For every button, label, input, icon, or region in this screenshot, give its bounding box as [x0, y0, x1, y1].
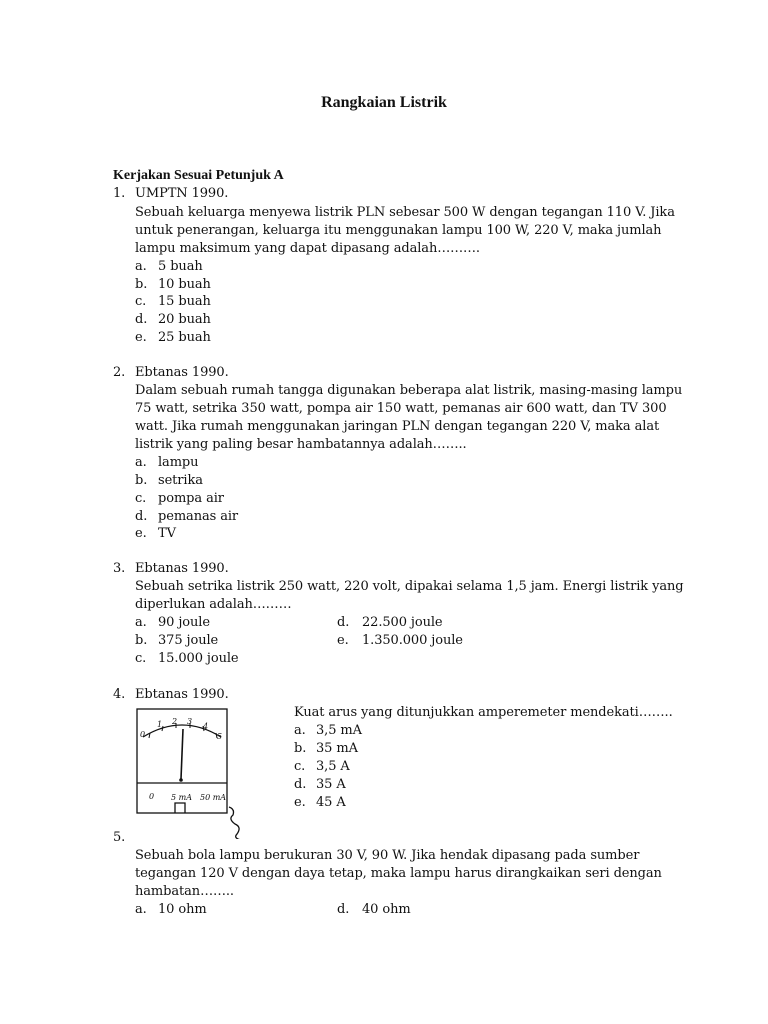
option-text: lampu: [158, 455, 199, 470]
option-text: 90 joule: [158, 615, 210, 630]
option-letter: d.: [337, 615, 350, 630]
question-3-line-2: diperlukan adalah………: [135, 597, 292, 612]
section-heading: Kerjakan Sesuai Petunjuk A: [113, 168, 284, 183]
option-text: 1.350.000 joule: [362, 633, 463, 648]
option-letter: a.: [135, 902, 147, 917]
question-2-line-1: Dalam sebuah rumah tangga digunakan beberapa alat listrik, masing-masing lampu: [135, 383, 683, 398]
option-text: 375 joule: [158, 633, 219, 648]
ammeter-diagram: [135, 707, 247, 839]
question-1-line-3: lampu maksimum yang dapat dipasang adalah……….: [135, 241, 480, 256]
option-letter: e.: [337, 633, 349, 648]
page-title: Rangkaian Listrik: [321, 94, 447, 111]
question-1-source: UMPTN 1990.: [135, 186, 229, 201]
option-text: 45 A: [316, 795, 346, 810]
option-letter: a.: [135, 615, 147, 630]
ammeter-coil: [229, 807, 241, 839]
option-letter: e.: [294, 795, 306, 810]
option-letter: a.: [294, 723, 306, 738]
question-3-number: 3.: [113, 561, 126, 576]
question-3-source: Ebtanas 1990.: [135, 561, 229, 576]
option-text: 5 buah: [158, 259, 203, 274]
question-1-line-1: Sebuah keluarga menyewa listrik PLN sebesar 500 W dengan tegangan 110 V. Jika: [135, 205, 675, 220]
option-text: 3,5 A: [316, 759, 350, 774]
option-letter: a.: [135, 455, 147, 470]
ammeter-needle: [181, 729, 183, 779]
question-1-number: 1.: [113, 186, 126, 201]
scale-label: 1: [157, 720, 163, 729]
option-letter: c.: [135, 651, 147, 666]
terminal-label: 5 mA: [171, 793, 192, 802]
option-letter: a.: [135, 259, 147, 274]
question-5-number: 5.: [113, 830, 126, 845]
option-letter: d.: [135, 509, 148, 524]
question-5-line-2: tegangan 120 V dengan daya tetap, maka lampu harus dirangkaikan seri dengan: [135, 866, 662, 881]
terminal-label: 0: [149, 792, 155, 801]
option-text: 35 A: [316, 777, 346, 792]
option-text: 10 ohm: [158, 902, 207, 917]
option-letter: b.: [135, 633, 148, 648]
option-letter: d.: [135, 312, 148, 327]
question-4-number: 4.: [113, 687, 126, 702]
option-letter: d.: [294, 777, 307, 792]
scale-label: 4: [203, 722, 209, 731]
scale-label: 5: [217, 732, 223, 741]
option-text: 22.500 joule: [362, 615, 443, 630]
scale-label: 3: [187, 717, 193, 726]
terminal-label: 50 mA: [200, 793, 227, 802]
option-text: pompa air: [158, 491, 224, 506]
option-text: 10 buah: [158, 277, 211, 292]
scale-label: 2: [172, 717, 178, 726]
option-letter: b.: [294, 741, 307, 756]
option-letter: b.: [135, 277, 148, 292]
option-text: setrika: [158, 473, 203, 488]
question-3-line-1: Sebuah setrika listrik 250 watt, 220 volt, dipakai selama 1,5 jam. Energi listrik yang: [135, 579, 684, 594]
option-letter: c.: [135, 491, 147, 506]
option-text: pemanas air: [158, 509, 239, 524]
option-text: 40 ohm: [362, 902, 411, 917]
option-letter: b.: [135, 473, 148, 488]
option-letter: c.: [294, 759, 306, 774]
option-text: 20 buah: [158, 312, 211, 327]
option-text: 3,5 mA: [316, 723, 362, 738]
option-text: 15.000 joule: [158, 651, 239, 666]
option-letter: e.: [135, 526, 147, 541]
question-4-text: Kuat arus yang ditunjukkan amperemeter mendekati……..: [294, 705, 673, 720]
option-letter: c.: [135, 294, 147, 309]
question-2-source: Ebtanas 1990.: [135, 365, 229, 380]
question-1-line-2: untuk penerangan, keluarga itu menggunakan lampu 100 W, 220 V, maka jumlah: [135, 223, 662, 238]
option-letter: d.: [337, 902, 350, 917]
question-4-source: Ebtanas 1990.: [135, 687, 229, 702]
scale-label: 0: [140, 730, 146, 739]
option-text: 25 buah: [158, 330, 211, 345]
option-text: 35 mA: [316, 741, 358, 756]
question-2-line-3: watt. Jika rumah menggunakan jaringan PLN dengan tegangan 220 V, maka alat: [135, 419, 660, 434]
option-letter: e.: [135, 330, 147, 345]
question-5-line-1: Sebuah bola lampu berukuran 30 V, 90 W. Jika hendak dipasang pada sumber: [135, 848, 640, 863]
question-2-line-2: 75 watt, setrika 350 watt, pompa air 150 watt, pemanas air 600 watt, dan TV 300: [135, 401, 667, 416]
ammeter-notch: [175, 803, 185, 813]
option-text: TV: [158, 526, 176, 541]
option-text: 15 buah: [158, 294, 211, 309]
question-2-number: 2.: [113, 365, 126, 380]
question-2-line-4: listrik yang paling besar hambatannya adalah……..: [135, 437, 467, 452]
question-5-line-3: hambatan……..: [135, 884, 234, 899]
